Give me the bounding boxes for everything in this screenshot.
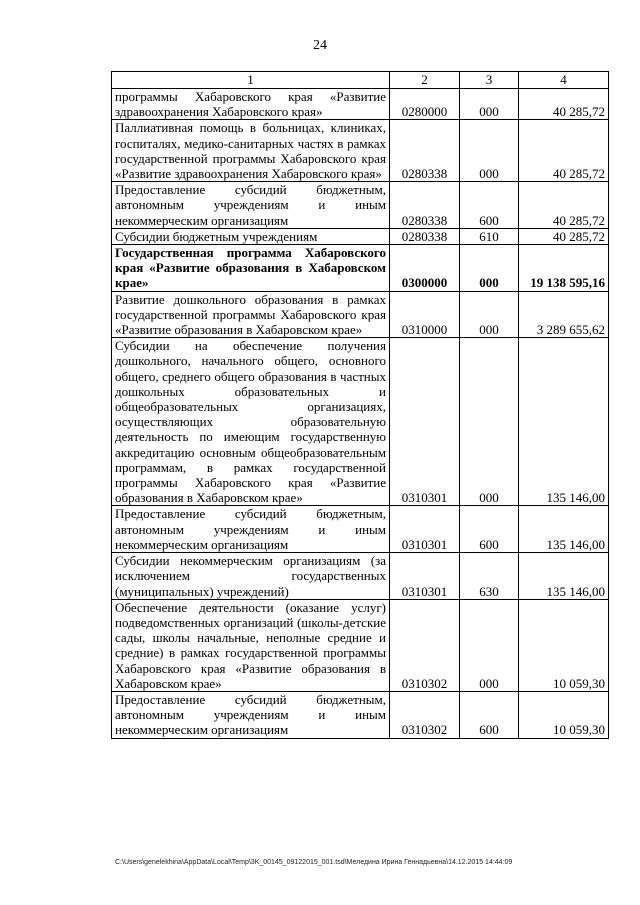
row-description: Обеспечение деятельности (оказание услуг) подведомственных организаций (школы-детские сады, школы начальные, неполные средние и средние) в рамках государственной программы Хабаровского края «Развитие образования в Хабаровском крае» bbox=[112, 599, 390, 691]
table-row bbox=[112, 506, 609, 553]
row-amount: 40 285,72 bbox=[519, 182, 609, 229]
table-header-row bbox=[112, 72, 609, 89]
page-number: 24 bbox=[313, 38, 327, 53]
table-row bbox=[112, 182, 609, 229]
row-amount: 40 285,72 bbox=[519, 89, 609, 120]
column-header-1: 1 bbox=[112, 72, 390, 89]
row-target-code: 0300000 bbox=[390, 245, 460, 292]
table-row bbox=[112, 599, 609, 691]
row-expense-type: 000 bbox=[460, 599, 519, 691]
row-target-code: 0280338 bbox=[390, 120, 460, 182]
row-amount: 135 146,00 bbox=[519, 338, 609, 506]
table-row bbox=[112, 228, 609, 244]
row-description: Паллиативная помощь в больницах, клиниках, госпиталях, медико-санитарных частях в рамках государственной программы Хабаровского края «Развитие здравоохранения Хабаровского края» bbox=[112, 120, 390, 182]
table-row bbox=[112, 120, 609, 182]
row-description: Предоставление субсидий бюджетным, автономным учреждениям и иным некоммерческим организациям bbox=[112, 506, 390, 553]
row-expense-type: 000 bbox=[460, 120, 519, 182]
row-expense-type: 000 bbox=[460, 89, 519, 120]
row-expense-type: 000 bbox=[460, 291, 519, 338]
table-row bbox=[112, 89, 609, 120]
row-amount: 40 285,72 bbox=[519, 120, 609, 182]
row-target-code: 0280338 bbox=[390, 182, 460, 229]
row-amount: 135 146,00 bbox=[519, 506, 609, 553]
budget-table bbox=[111, 71, 609, 739]
row-expense-type: 600 bbox=[460, 506, 519, 553]
row-description: Развитие дошкольного образования в рамках государственной программы Хабаровского края «Развитие образования в Хабаровском крае» bbox=[112, 291, 390, 338]
row-amount: 40 285,72 bbox=[519, 228, 609, 244]
column-header-4: 4 bbox=[519, 72, 609, 89]
row-description: Субсидии на обеспечение получения дошкольного, начального общего, основного общего, среднего общего образования в частных дошкольных образовательных и общеобразовательных организациях, осуществляющих образовательную деятельность по имеющим государственную аккредитацию основным общеобразовательным программам, в рамках государственной программы Хабаровского края «Развитие образования в Хабаровском крае» bbox=[112, 338, 390, 506]
row-amount: 135 146,00 bbox=[519, 553, 609, 600]
row-target-code: 0280000 bbox=[390, 89, 460, 120]
row-expense-type: 600 bbox=[460, 691, 519, 738]
row-description: программы Хабаровского края «Развитие здравоохранения Хабаровского края» bbox=[112, 89, 390, 120]
row-expense-type: 000 bbox=[460, 245, 519, 292]
file-path-footer: C:\Users\genelekhina\AppData\Local\Temp\3K_00145_09122015_001.tsd\Меледина Ирина Геннадьевна\14.12.2015 14:44:09 bbox=[115, 859, 513, 866]
row-expense-type: 600 bbox=[460, 182, 519, 229]
row-amount: 10 059,30 bbox=[519, 691, 609, 738]
table-row bbox=[112, 553, 609, 600]
row-target-code: 0310301 bbox=[390, 338, 460, 506]
row-description: Субсидии бюджетным учреждениям bbox=[112, 228, 390, 244]
row-amount: 3 289 655,62 bbox=[519, 291, 609, 338]
row-expense-type: 000 bbox=[460, 338, 519, 506]
row-target-code: 0310301 bbox=[390, 506, 460, 553]
row-description: Государственная программа Хабаровского края «Развитие образования в Хабаровском крае» bbox=[112, 245, 390, 292]
column-header-3: 3 bbox=[460, 72, 519, 89]
row-target-code: 0310301 bbox=[390, 553, 460, 600]
row-target-code: 0310000 bbox=[390, 291, 460, 338]
row-expense-type: 610 bbox=[460, 228, 519, 244]
row-target-code: 0310302 bbox=[390, 691, 460, 738]
table-row bbox=[112, 245, 609, 292]
row-amount: 10 059,30 bbox=[519, 599, 609, 691]
table-row bbox=[112, 338, 609, 506]
row-description: Предоставление субсидий бюджетным, автономным учреждениям и иным некоммерческим организациям bbox=[112, 182, 390, 229]
column-header-2: 2 bbox=[390, 72, 460, 89]
row-amount: 19 138 595,16 bbox=[519, 245, 609, 292]
row-target-code: 0310302 bbox=[390, 599, 460, 691]
table-row bbox=[112, 691, 609, 738]
row-description: Субсидии некоммерческим организациям (за исключением государственных (муниципальных) учреждений) bbox=[112, 553, 390, 600]
row-target-code: 0280338 bbox=[390, 228, 460, 244]
row-expense-type: 630 bbox=[460, 553, 519, 600]
table-row bbox=[112, 291, 609, 338]
row-description: Предоставление субсидий бюджетным, автономным учреждениям и иным некоммерческим организациям bbox=[112, 691, 390, 738]
